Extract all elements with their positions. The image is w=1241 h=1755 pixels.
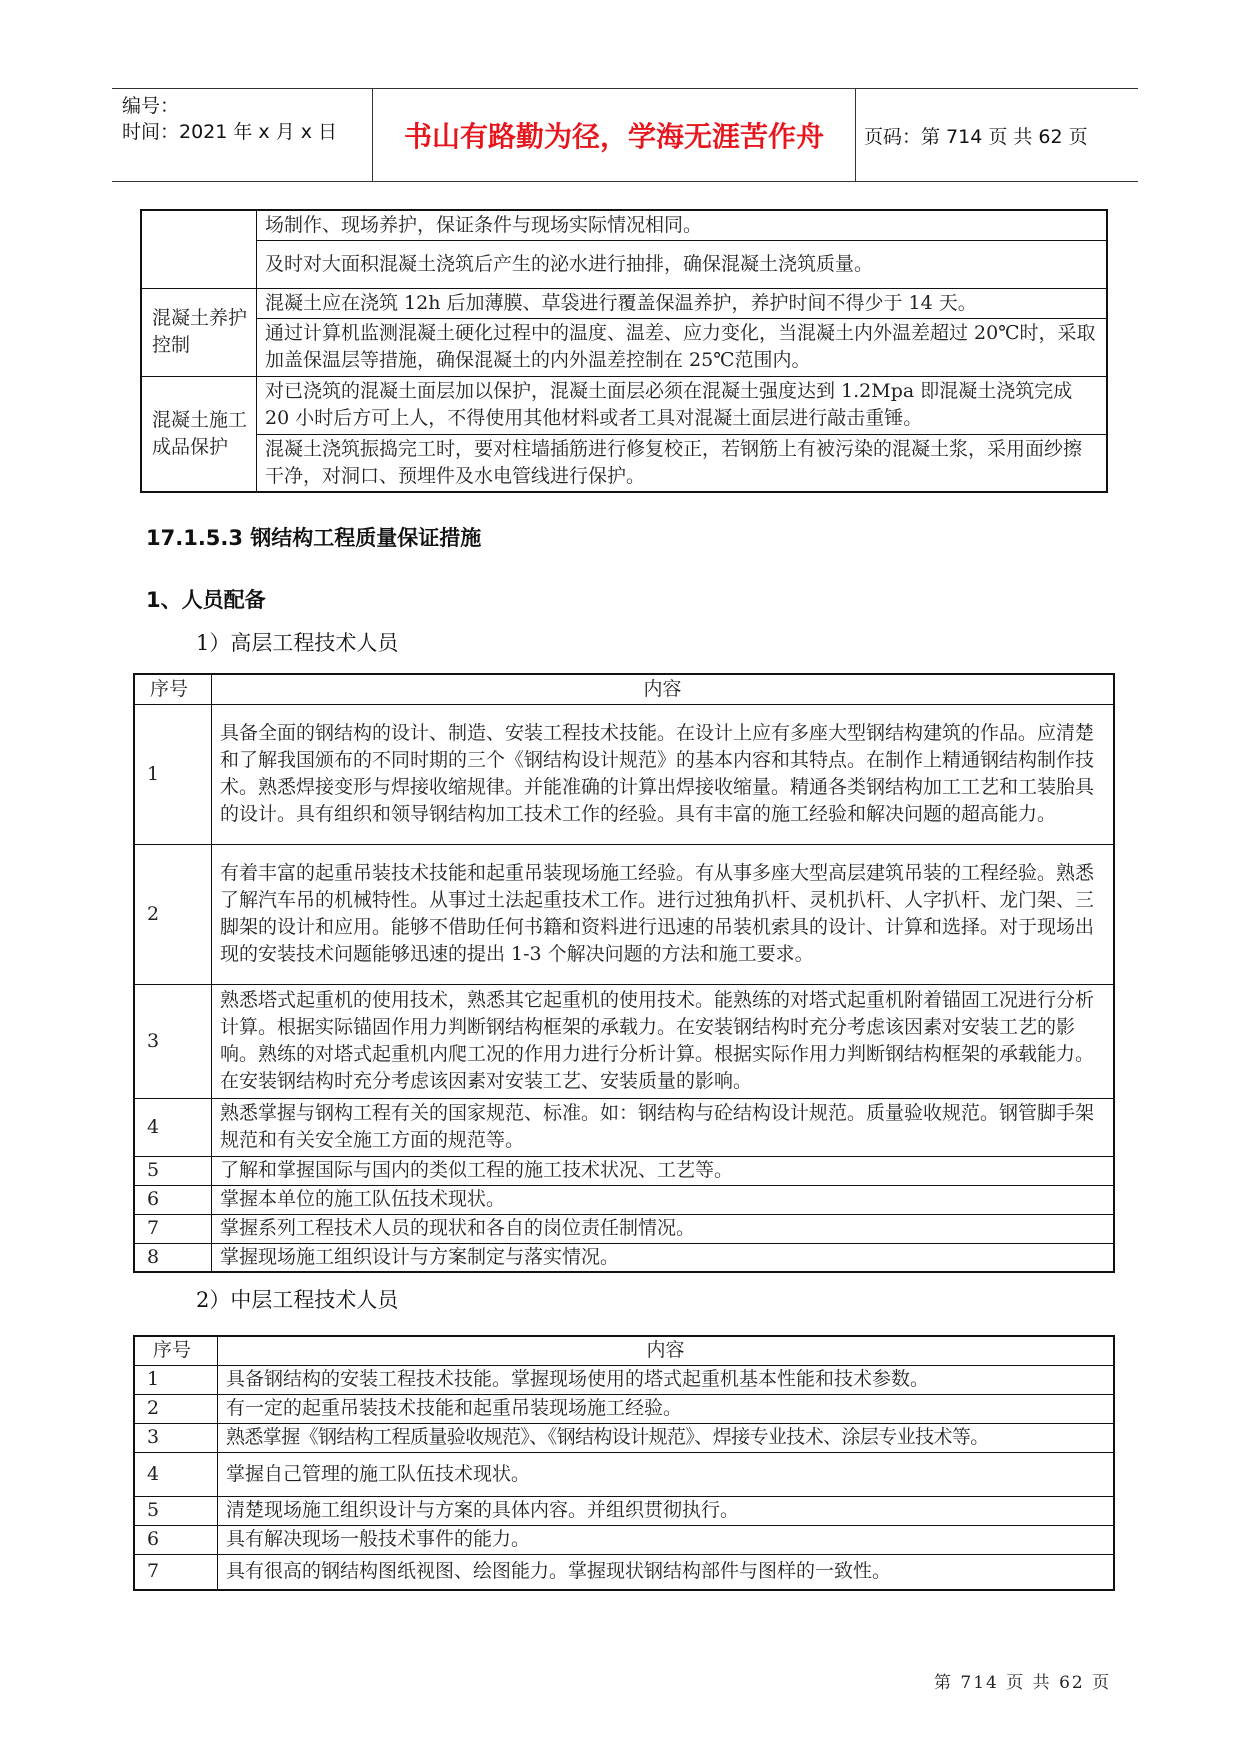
- table-cell-no: 1: [134, 704, 212, 844]
- document-time-label: 时间：2021 年 x 月 x 日: [122, 121, 338, 143]
- subsection-title: 1、人员配备: [146, 588, 266, 612]
- table-row: [141, 434, 1107, 492]
- table-cell-no: 1: [134, 1365, 218, 1394]
- column-header-content: 内容: [212, 674, 1115, 704]
- middle-staff-title: 2）中层工程技术人员: [196, 1288, 399, 1312]
- table-cell-no: 5: [134, 1156, 212, 1185]
- column-header-content: 内容: [218, 1336, 1115, 1365]
- table-cell-content: 混凝土应在浇筑 12h 后加薄膜、草袋进行覆盖保温养护，养护时间不得少于 14 天。: [257, 288, 1108, 318]
- table-row: [134, 1525, 1114, 1554]
- table-cell-content: 对已浇筑的混凝土面层加以保护，混凝土面层必须在混凝土强度达到 1.2Mpa 即混凝土浇筑完成 20 小时后方可上人，不得使用其他材料或者工具对混凝土面层进行敲击重锤。: [257, 376, 1108, 434]
- table-cell-content: 具有解决现场一般技术事件的能力。: [218, 1525, 1115, 1554]
- table-row: [141, 376, 1107, 434]
- table-cell-no: 5: [134, 1496, 218, 1525]
- table-cell-content: 清楚现场施工组织设计与方案的具体内容。并组织贯彻执行。: [218, 1496, 1115, 1525]
- table-cell-no: 3: [134, 1423, 218, 1452]
- table-row: [134, 844, 1114, 984]
- table-cell-content: 场制作、现场养护，保证条件与现场实际情况相同。: [257, 210, 1108, 240]
- senior-staff-title: 1）高层工程技术人员: [196, 631, 399, 655]
- table-header-row: [134, 674, 1114, 704]
- table-cell-no: 2: [134, 1394, 218, 1423]
- column-header-no: 序号: [134, 674, 212, 704]
- table-row: [134, 1243, 1114, 1272]
- table-cell-content: 混凝土浇筑振捣完工时，要对柱墙插筋进行修复校正，若钢筋上有被污染的混凝土浆，采用面纱擦干净，对洞口、预埋件及水电管线进行保护。: [257, 434, 1108, 492]
- table-row: [134, 1423, 1114, 1452]
- table-cell-no: 7: [134, 1554, 218, 1590]
- table-row: [134, 1156, 1114, 1185]
- table-row: [134, 1452, 1114, 1496]
- document-number-label: 编号：: [122, 95, 180, 117]
- page-footer: 第 714 页 共 62 页: [934, 1673, 1112, 1693]
- table-cell-content: 掌握现场施工组织设计与方案制定与落实情况。: [212, 1243, 1115, 1272]
- table-row: [134, 1365, 1114, 1394]
- section-title: 17.1.5.3 钢结构工程质量保证措施: [146, 526, 482, 550]
- table-row: [134, 704, 1114, 844]
- table-cell-no: 6: [134, 1525, 218, 1554]
- table-cell-no: 4: [134, 1098, 212, 1156]
- table-cell-content: 了解和掌握国际与国内的类似工程的施工技术状况、工艺等。: [212, 1156, 1115, 1185]
- middle-staff-table: [133, 1335, 1115, 1591]
- table-row: [134, 1185, 1114, 1214]
- table-row: [141, 240, 1107, 288]
- table-cell-content: 掌握系列工程技术人员的现状和各自的岗位责任制情况。: [212, 1214, 1115, 1243]
- table-cell-category: 混凝土施工成品保护: [141, 376, 257, 492]
- table-cell-no: 2: [134, 844, 212, 984]
- table-row: [141, 210, 1107, 240]
- table-cell-no: 4: [134, 1452, 218, 1496]
- table-cell-content: 熟悉塔式起重机的使用技术，熟悉其它起重机的使用技术。能熟练的对塔式起重机附着锚固工况进行分析计算。根据实际锚固作用力判断钢结构框架的承载力。在安装钢结构时充分考虑该因素对安装工艺的影响。熟练的对塔式起重机内爬工况的作用力进行分析计算。根据实际作用力判断钢结构框架的承载能力。在安装钢结构时充分考虑该因素对安装工艺、安装质量的影响。: [212, 984, 1115, 1098]
- table-row: [141, 288, 1107, 318]
- table-row: [134, 1554, 1114, 1590]
- table-cell-no: 7: [134, 1214, 212, 1243]
- table-cell-content: 通过计算机监测混凝土硬化过程中的温度、温差、应力变化，当混凝土内外温差超过 20℃时，采取加盖保温层等措施，确保混凝土的内外温差控制在 25℃范围内。: [257, 318, 1108, 376]
- concrete-control-table: [140, 209, 1108, 493]
- table-row: [134, 1394, 1114, 1423]
- table-row: [134, 1214, 1114, 1243]
- table-cell-content: 具备全面的钢结构的设计、制造、安装工程技术技能。在设计上应有多座大型钢结构建筑的作品。应清楚和了解我国颁布的不同时期的三个《钢结构设计规范》的基本内容和其特点。在制作上精通钢结构制作技术。熟悉焊接变形与焊接收缩规律。并能准确的计算出焊接收缩量。精通各类钢结构加工工艺和工装胎具的设计。具有组织和领导钢结构加工技术工作的经验。具有丰富的施工经验和解决问题的超高能力。: [212, 704, 1115, 844]
- table-cell-category: 混凝土养护控制: [141, 288, 257, 376]
- table-cell-no: 6: [134, 1185, 212, 1214]
- table-cell-content: 有一定的起重吊装技术技能和起重吊装现场施工经验。: [218, 1394, 1115, 1423]
- senior-staff-table: [133, 673, 1115, 1273]
- header-page-info: 页码：第 714 页 共 62 页: [864, 125, 1088, 148]
- table-header-row: [134, 1336, 1114, 1365]
- table-cell-content: 掌握自己管理的施工队伍技术现状。: [218, 1452, 1115, 1496]
- table-cell-category: [141, 210, 257, 288]
- table-cell-content: 有着丰富的起重吊装技术技能和起重吊装现场施工经验。有从事多座大型高层建筑吊装的工程经验。熟悉了解汽车吊的机械特性。从事过土法起重技术工作。进行过独角扒杆、灵机扒杆、人字扒杆、龙门架、三脚架的设计和应用。能够不借助任何书籍和资料进行迅速的吊装机索具的设计、计算和选择。对于现场出现的安装技术问题能够迅速的提出 1-3 个解决问题的方法和施工要求。: [212, 844, 1115, 984]
- table-row: [141, 318, 1107, 376]
- table-cell-content: 及时对大面积混凝土浇筑后产生的泌水进行抽排，确保混凝土浇筑质量。: [257, 240, 1108, 288]
- header-motto: 书山有路勤为径，学海无涯苦作舟: [372, 89, 856, 181]
- table-row: [134, 984, 1114, 1098]
- table-cell-no: 8: [134, 1243, 212, 1272]
- table-row: [134, 1098, 1114, 1156]
- page-header: [112, 88, 1138, 182]
- column-header-no: 序号: [134, 1336, 218, 1365]
- table-row: [134, 1496, 1114, 1525]
- header-meta: [122, 93, 372, 145]
- table-cell-no: 3: [134, 984, 212, 1098]
- table-cell-content: 熟悉掌握与钢构工程有关的国家规范、标准。如：钢结构与砼结构设计规范。质量验收规范。钢管脚手架规范和有关安全施工方面的规范等。: [212, 1098, 1115, 1156]
- table-cell-content: 掌握本单位的施工队伍技术现状。: [212, 1185, 1115, 1214]
- table-cell-content: 具备钢结构的安装工程技术技能。掌握现场使用的塔式起重机基本性能和技术参数。: [218, 1365, 1115, 1394]
- table-cell-content: 具有很高的钢结构图纸视图、绘图能力。掌握现状钢结构部件与图样的一致性。: [218, 1554, 1115, 1590]
- table-cell-content: 熟悉掌握《钢结构工程质量验收规范》、《钢结构设计规范》、焊接专业技术、涂层专业技术等。: [218, 1423, 1115, 1452]
